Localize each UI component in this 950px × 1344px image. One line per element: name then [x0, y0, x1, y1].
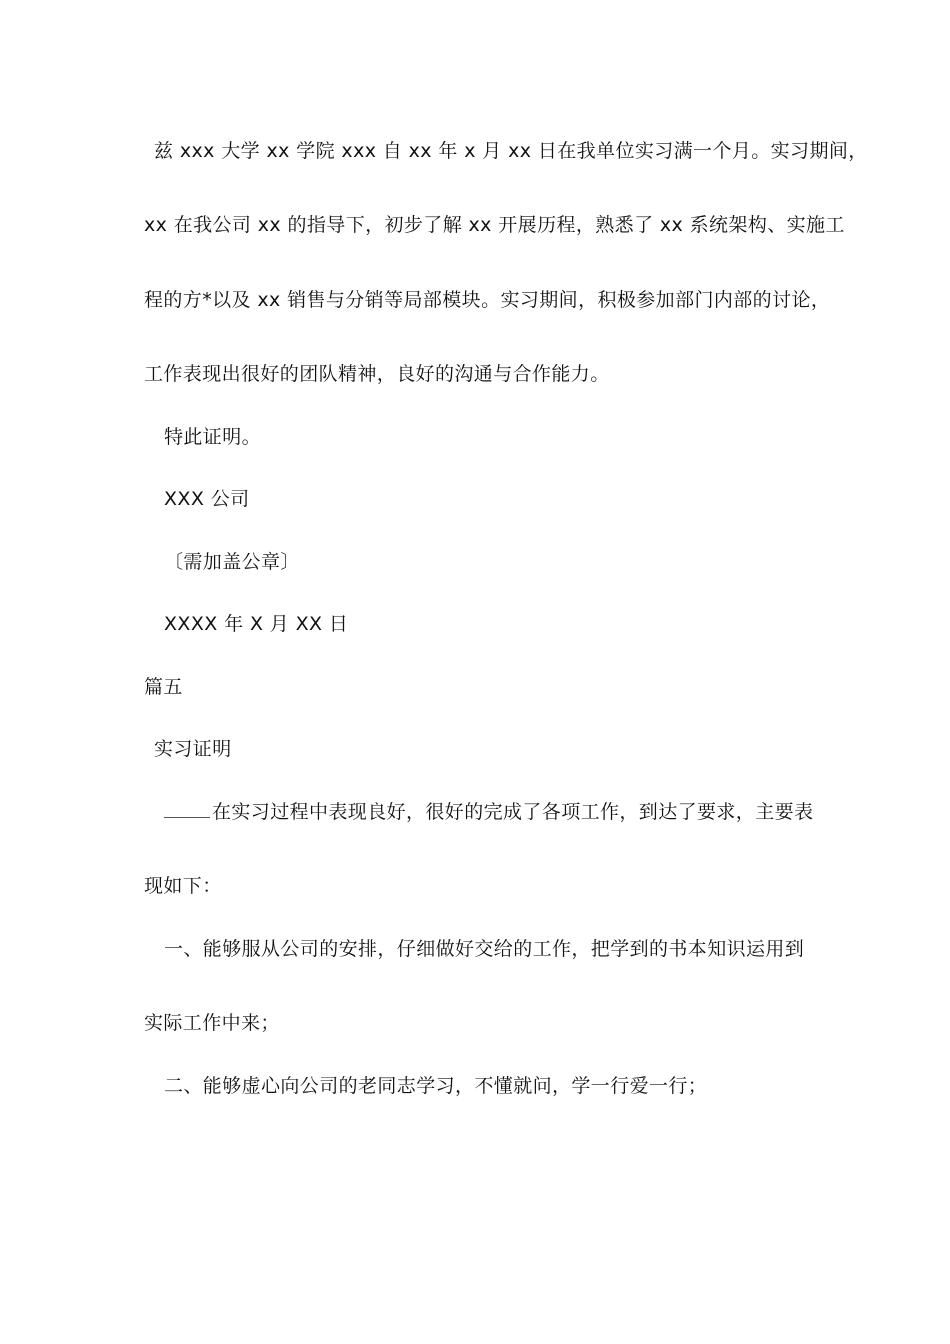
section-heading: 篇五: [144, 676, 183, 698]
letter1-company: XXX 公司: [164, 488, 250, 510]
letter2-paragraph-line-2: 现如下：: [144, 875, 222, 897]
letter1-paragraph-line-4: 工作表现出很好的团队精神，良好的沟通与合作能力。: [144, 363, 610, 385]
letter1-closing: 特此证明。: [164, 426, 262, 448]
letter2-paragraph-line-1: [164, 800, 813, 824]
letter1-paragraph-line-2: xx 在我公司 xx 的指导下，初步了解 xx 开展历程，熟悉了 xx 系统架构、实施工: [144, 214, 845, 236]
letter2-item-2-line-1: 二、能够虚心向公司的老同志学习，不懂就问，学一行爱一行；: [164, 1075, 708, 1097]
letter1-paragraph-line-1: 兹 xxx 大学 xx 学院 xxx 自 xx 年 x 月 xx 日在我单位实习满一个月。实习期间，: [154, 140, 868, 162]
name-blank-line: [164, 801, 210, 818]
letter1-paragraph-line-3: 程的方*以及 xx 销售与分销等局部模块。实习期间，积极参加部门内部的讨论，: [144, 289, 831, 311]
letter1-date: XXXX 年 X 月 XX 日: [164, 613, 349, 635]
letter2-paragraph-text: 在实习过程中表现良好，很好的完成了各项工作，到达了要求，主要表: [212, 801, 814, 823]
letter2-item-1-line-1: 一、能够服从公司的安排，仔细做好交给的工作，把学到的书本知识运用到: [164, 938, 805, 960]
letter2-title: 实习证明: [154, 738, 232, 760]
letter1-seal-note: 〔需加盖公章〕: [164, 551, 300, 573]
letter2-item-1-line-2: 实际工作中来；: [144, 1012, 280, 1034]
